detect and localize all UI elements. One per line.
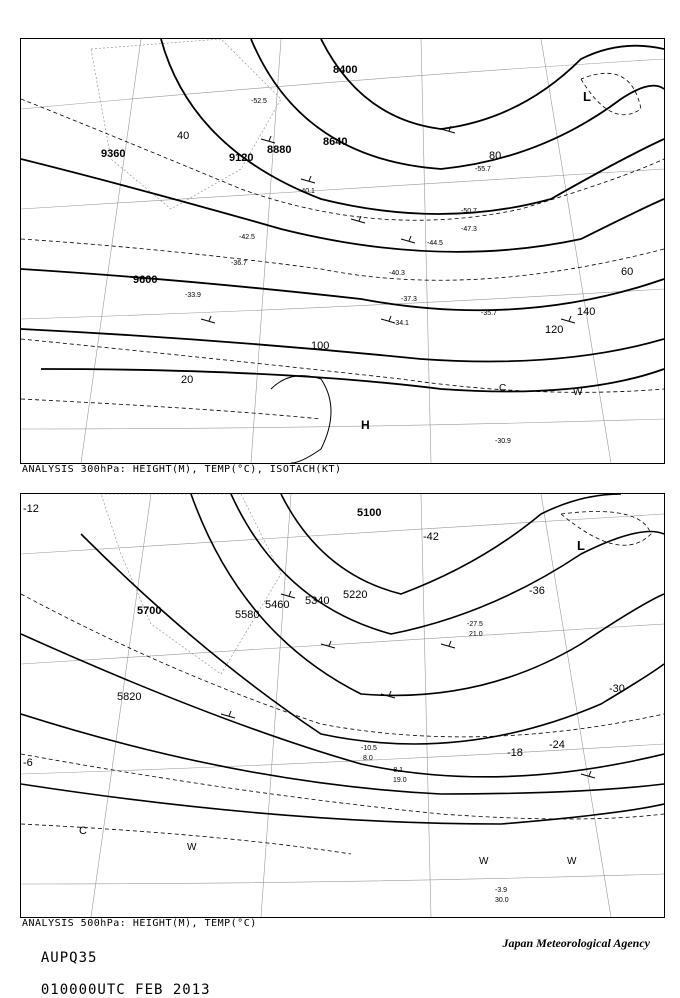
warm-center-symbol: W <box>567 856 577 867</box>
temp-label: -34.1 <box>393 320 409 327</box>
temp-label: -30.9 <box>495 438 511 445</box>
height-label-9360: 9360 <box>101 148 126 160</box>
height-label-5700: 5700 <box>137 605 162 617</box>
cold-center-symbol: C <box>79 825 87 837</box>
station-value: -27.5 <box>467 621 483 628</box>
upper-graticule <box>21 39 664 463</box>
temp-contour-label: -12 <box>23 503 39 515</box>
isotach-label-20: 20 <box>181 374 194 386</box>
upper-isotachs <box>21 73 664 419</box>
height-label-8400: 8400 <box>333 64 358 76</box>
temp-contour-label: -18 <box>507 747 523 759</box>
station-value: -3.9 <box>495 887 508 894</box>
lower-map-500hpa <box>20 493 665 918</box>
cold-center-symbol: C <box>499 383 507 394</box>
upper-map-300hpa <box>20 38 665 464</box>
station-value: -8.1 <box>391 767 404 774</box>
station-value: -10.5 <box>361 745 377 752</box>
height-label-9600: 9600 <box>133 274 158 286</box>
temp-contour-label: -36 <box>529 585 545 597</box>
temp-label: -40.3 <box>389 270 405 277</box>
temp-label: -44.5 <box>427 240 443 247</box>
station-value: 8.0 <box>363 755 373 762</box>
height-label-5340: 5340 <box>305 595 330 607</box>
height-label-5460: 5460 <box>265 599 290 611</box>
height-label-5820: 5820 <box>117 691 142 703</box>
temp-label: -33.9 <box>185 292 201 299</box>
high-pressure-symbol: H <box>361 418 370 432</box>
isotach-label-60: 60 <box>621 266 634 278</box>
lower-wind-barbs <box>221 591 595 778</box>
isotach-label-100: 100 <box>311 340 330 352</box>
lower-map-canvas <box>21 494 664 917</box>
station-value: 19.0 <box>393 777 407 784</box>
temp-contour-label: -30 <box>609 683 625 695</box>
height-label-5100: 5100 <box>357 507 382 519</box>
warm-center-symbol: W <box>573 387 583 398</box>
upper-isotach-labels <box>177 130 633 386</box>
isotach-label-40: 40 <box>177 130 190 142</box>
low-pressure-symbol: L <box>577 538 585 553</box>
warm-center-symbol: W <box>479 856 489 867</box>
upper-wind-barbs <box>201 126 575 323</box>
station-value: 21.0 <box>469 631 483 638</box>
analysis-timestamp: 010000UTC FEB 2013 <box>40 982 211 998</box>
temp-label: -40.1 <box>299 188 315 195</box>
agency-name: Japan Meteorological Agency <box>502 936 650 950</box>
upper-caption: ANALYSIS 300hPa: HEIGHT(M), TEMP(°C), ISOTACH(KT) <box>22 464 342 475</box>
lower-height-contours <box>21 494 664 824</box>
temp-label: -52.5 <box>251 98 267 105</box>
temp-contour-label: -42 <box>423 531 439 543</box>
height-label-8880: 8880 <box>267 144 292 156</box>
temp-label: -50.7 <box>461 208 477 215</box>
temp-contour-label: -24 <box>549 739 565 751</box>
temp-label: -42.5 <box>239 234 255 241</box>
lower-height-labels <box>117 507 381 703</box>
temp-label: -55.7 <box>475 166 491 173</box>
isotach-label-120: 120 <box>545 324 564 336</box>
isotach-label-80: 80 <box>489 150 502 162</box>
height-label-5220: 5220 <box>343 589 368 601</box>
low-pressure-symbol: L <box>583 89 591 104</box>
temp-label: -37.3 <box>401 296 417 303</box>
product-header <box>22 934 211 998</box>
upper-height-contours <box>21 39 664 392</box>
station-value: 30.0 <box>495 897 509 904</box>
isotach-label-140: 140 <box>577 306 596 318</box>
temp-contour-label: -6 <box>23 757 33 769</box>
height-label-9120: 9120 <box>229 152 254 164</box>
lower-graticule <box>21 494 664 917</box>
temp-label: -47.3 <box>461 226 477 233</box>
upper-map-canvas <box>21 39 664 463</box>
warm-center-symbol: W <box>187 842 197 853</box>
height-label-8640: 8640 <box>323 136 348 148</box>
temp-label: -36.7 <box>231 260 247 267</box>
temp-label: -35.7 <box>481 310 497 317</box>
product-code: AUPQ35 <box>40 950 98 966</box>
upper-coastline <box>271 376 331 463</box>
height-label-5580: 5580 <box>235 609 260 621</box>
lower-temp-contour-labels <box>23 503 625 769</box>
upper-height-labels <box>101 64 357 286</box>
upper-symbols <box>361 89 591 432</box>
lower-caption: ANALYSIS 500hPa: HEIGHT(M), TEMP(°C) <box>22 918 257 929</box>
